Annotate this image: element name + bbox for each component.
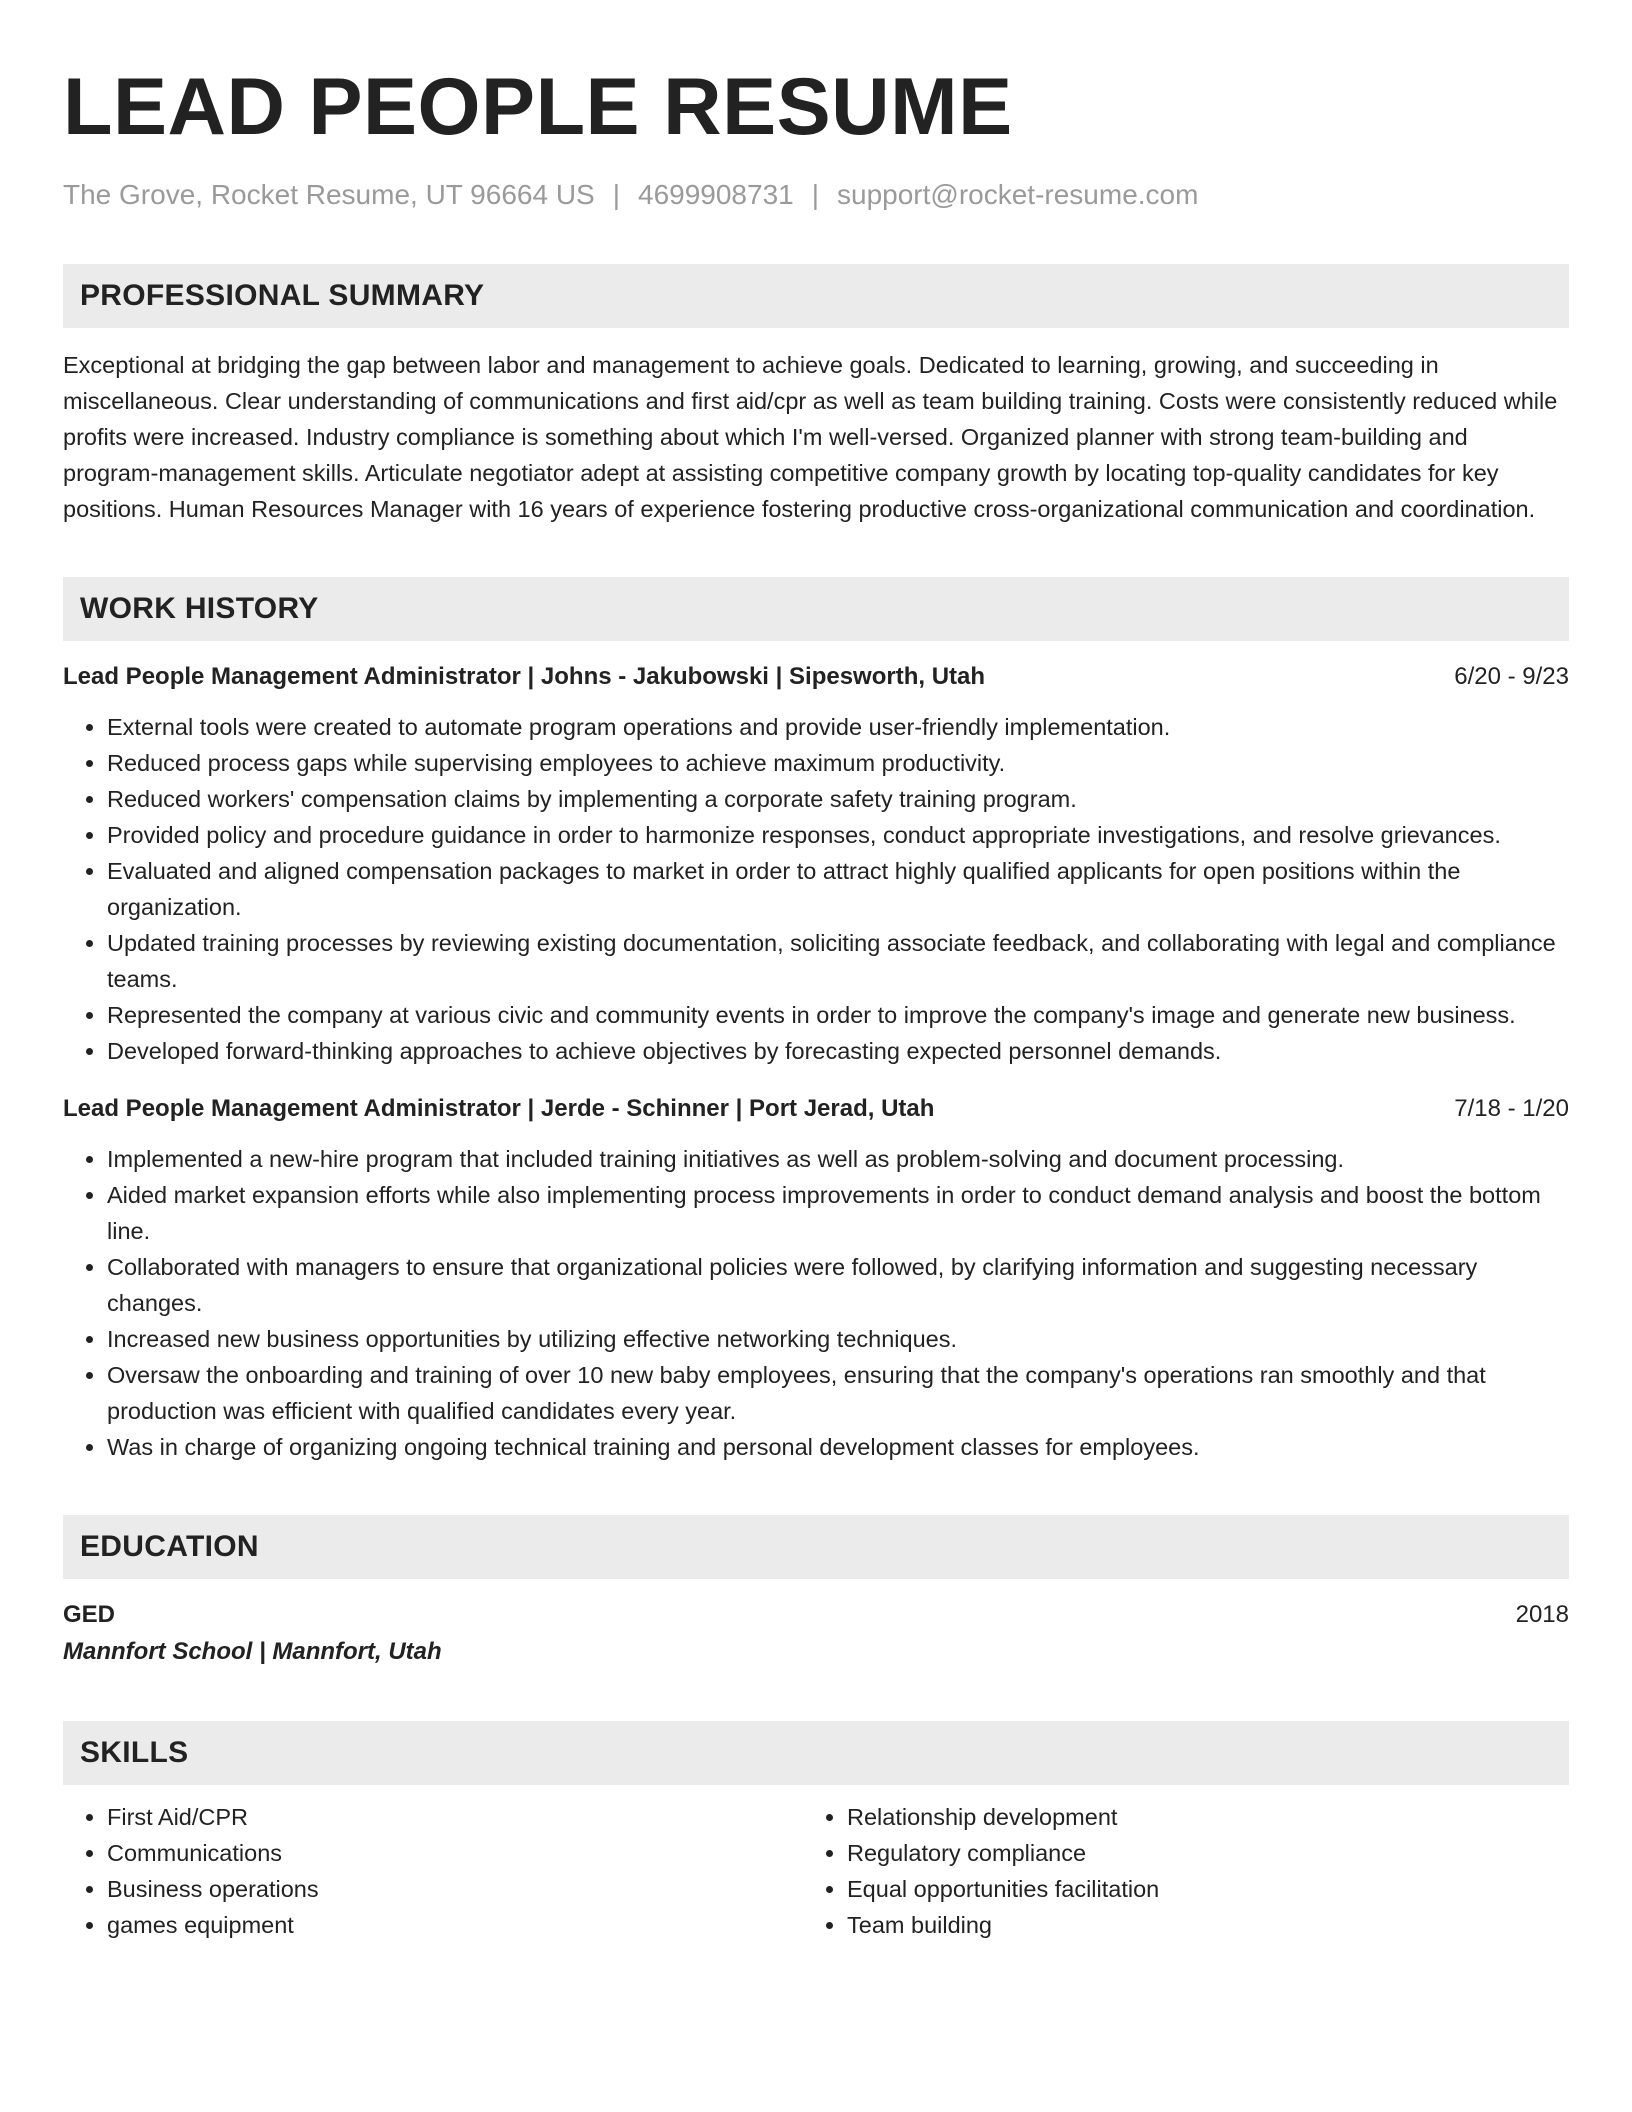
contact-separator: | (612, 179, 620, 210)
job-dates: 7/18 - 1/20 (1454, 1095, 1569, 1122)
job-bullet: • Represented the company at various civic and community events in order to improve the company's image and generate new business. (107, 997, 1569, 1033)
skill-item: • Communications (107, 1835, 803, 1871)
section-header-education: EDUCATION (63, 1515, 1569, 1579)
job-bullet: • Developed forward-thinking approaches to achieve objectives by forecasting expected personnel demands. (107, 1033, 1569, 1069)
job-entry (63, 1091, 1569, 1465)
job-bullet: • Was in charge of organizing ongoing technical training and personal development classes for employees. (107, 1429, 1569, 1465)
contact-separator: | (811, 179, 820, 210)
job-bullet-list (63, 709, 1569, 1069)
job-bullet: • Reduced workers' compensation claims by implementing a corporate safety training program. (107, 781, 1569, 817)
skill-item: • First Aid/CPR (107, 1799, 803, 1835)
job-heading-row (63, 1091, 1569, 1127)
skills-list-left (63, 1799, 803, 1943)
skill-item: • Business operations (107, 1871, 803, 1907)
job-bullet: • Evaluated and aligned compensation packages to market in order to attract highly qualified applicants for open positions within the organization. (107, 853, 1569, 925)
skill-item: • Equal opportunities facilitation (847, 1871, 1543, 1907)
skills-list-right (803, 1799, 1543, 1943)
job-bullet: • Increased new business opportunities by utilizing effective networking techniques. (107, 1321, 1569, 1357)
job-bullet: • Reduced process gaps while supervising employees to achieve maximum productivity. (107, 745, 1569, 781)
education-year: 2018 (1515, 1601, 1569, 1628)
job-heading: Lead People Management Administrator | Jerde - Schinner | Port Jerad, Utah (63, 1095, 935, 1122)
section-header-skills: SKILLS (63, 1721, 1569, 1785)
section-header-summary: PROFESSIONAL SUMMARY (63, 264, 1569, 328)
skill-item: • Team building (847, 1907, 1543, 1943)
contact-phone: 4699908731 (638, 179, 794, 210)
job-bullet: • Provided policy and procedure guidance in order to harmonize responses, conduct appropriate investigations, and resolve grievances. (107, 817, 1569, 853)
job-bullet: • Oversaw the onboarding and training of over 10 new baby employees, ensuring that the company's operations ran smoothly and that production was efficient with qualified candidates every year. (107, 1357, 1569, 1429)
summary-text: Exceptional at bridging the gap between labor and management to achieve goals. Dedicated to learning, growing, and succeeding in miscellaneous. Clear understanding of communications and first aid/cpr as well as team building training. Costs were consistently reduced while profits were increased. Industry compliance is something about which I'm well-versed. Organized planner with strong team-building and program-management skills. Articulate negotiator adept at assisting competitive company growth by locating top-quality candidates for key positions. Human Resources Manager with 16 years of experience fostering productive cross-organizational communication and coordination. (63, 352, 1558, 522)
job-heading: Lead People Management Administrator | Johns - Jakubowski | Sipesworth, Utah (63, 663, 986, 690)
contact-email: support@rocket-resume.com (837, 179, 1199, 210)
education-row (63, 1597, 1569, 1633)
job-entry (63, 659, 1569, 1069)
job-bullet: • Updated training processes by reviewing existing documentation, soliciting associate feedback, and collaborating with legal and compliance teams. (107, 925, 1569, 997)
job-bullet: • External tools were created to automate program operations and provide user-friendly implementation. (107, 709, 1569, 745)
skills-columns (63, 1799, 1569, 1943)
job-heading-row (63, 659, 1569, 695)
section-header-work-history: WORK HISTORY (63, 577, 1569, 641)
contact-line (63, 176, 1569, 214)
education-degree: GED (63, 1601, 116, 1628)
job-bullet: • Aided market expansion efforts while also implementing process improvements in order to conduct demand analysis and boost the bottom line. (107, 1177, 1569, 1249)
education-school: Mannfort School | Mannfort, Utah (63, 1638, 442, 1665)
job-bullet: • Implemented a new-hire program that included training initiatives as well as problem-solving and document processing. (107, 1141, 1569, 1177)
skill-item: • Relationship development (847, 1799, 1543, 1835)
contact-address: The Grove, Rocket Resume, UT 96664 US (63, 179, 595, 210)
skill-item: • Regulatory compliance (847, 1835, 1543, 1871)
skill-item: • games equipment (107, 1907, 803, 1943)
resume-name: LEAD PEOPLE RESUME (63, 62, 1013, 152)
job-dates: 6/20 - 9/23 (1454, 663, 1569, 690)
job-bullet: • Collaborated with managers to ensure that organizational policies were followed, by clarifying information and suggesting necessary changes. (107, 1249, 1569, 1321)
job-bullet-list (63, 1141, 1569, 1465)
